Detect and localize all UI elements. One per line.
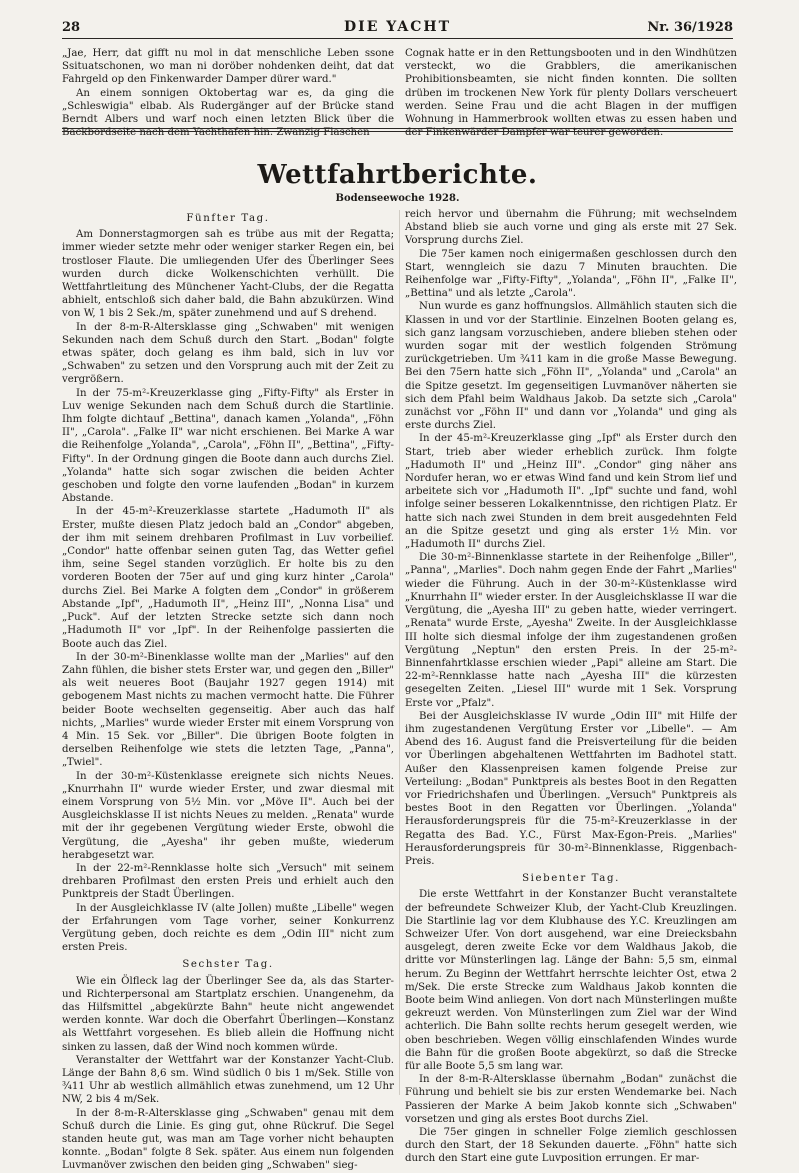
story-continuation-right — [405, 47, 737, 139]
paragraph: Die erste Wettfahrt in der Konstanzer Bucht veranstaltete der befreundete Schweizer Klub, der Yacht-Club Kreuzlingen. Die Startlinie lag vor dem Klubhause des Y.C. Kreuzlingen am Schweizer Ufer. Von dort ausgehend, war eine Dreiecksbahn ausgelegt, deren zweite Ecke vor dem Waldhaus Jakob, die dritte vor Münsterlingen lag. Länge der Bahn: 5,5 sm, einmal herum. Zu Beginn der Wettfahrt herrschte leichter Ost, etwa 2 m/Sek. Die erste Strecke zum Waldhaus Jakob konnten die Boote beim Wind anliegen. Von dort nach Münsterlingen mußte gekreuzt werden. Von Münsterlingen zum Ziel war der Wind achterlich. Die Bahn sollte rechts herum gesegelt werden, wie oben beschrieben. Wegen völlig einschlafenden Windes wurde die Bahn für die großen Boote abgekürzt, so daß die Strecke für alle Boote 5,5 sm lang war. — [405, 889, 737, 1072]
divider — [62, 128, 733, 129]
column-separator — [399, 210, 400, 1095]
paragraph: In der 8-m-R-Altersklasse ging „Schwaben" genau mit dem Schuß durch die Linie. Es ging gut, ohne Rückruf. Die Segel standen heute gut, was man am Tage vorher nicht behaupten konnte. „Bodan" folgte 8 Sek. später. Aus einem nun folgenden Luvmanöver zwischen den beiden ging „Schwaben" sieg- — [62, 1107, 394, 1172]
paragraph: Wie ein Ölfleck lag der Überlinger See da, als das Starter- und Richterpersonal am Startplatz erschien. Unangenehm, da das Hilfsmittel „abgekürzte Bahn" heute nicht angewendet werden konnte. War doch die Oberfahrt Überlingen—Konstanz als Wettfahrt vorgesehen. Es blieb allein die Hoffnung nicht sinken zu lassen, daß der Wind noch kommen würde. — [62, 975, 394, 1053]
paragraph: In der 8-m-R-Altersklasse ging „Schwaben" mit wenigen Sekunden nach dem Schuß durch den Start. „Bodan" folgte etwas später, doch gelang es ihm bald, sich in luv vor „Schwaben" zu setzen und den Vorsprung auch mit der Zeit zu vergrößern. — [62, 321, 394, 386]
issue-number: Nr. 36/1928 — [647, 20, 733, 35]
paragraph: In der 8-m-R-Altersklasse übernahm „Bodan" zunächst die Führung und behielt sie bis zur ersten Wendemarke bei. Nach Passieren der Marke A beim Jakob konnte sich „Schwaben" vorsetzen und ging als erstes Boot durchs Ziel. — [405, 1074, 737, 1125]
article-column-right — [405, 208, 737, 1166]
story-continuation-left — [62, 47, 394, 139]
paragraph: In der 45-m²-Kreuzerklasse ging „Ipf" als Erster durch den Start, trieb aber wieder erheblich zurück. Ihm folgte „Hadumoth II" und „Heinz III". „Condor" ging näher ans Nordufer heran, wo er etwas Wind fand und kein Strom lief und arbeitete sich vor „Hadumoth II". „Ipf" suchte und fand, wohl infolge seiner besseren Lokalkenntnisse, den richtigen Platz. Er hatte sich nach zwei Stunden in dem breit ausgedehnten Feld an die Spitze gesetzt und ging als erster 1½ Min. vor „Hadumoth II" durchs Ziel. — [405, 433, 737, 551]
section-heading: Fünfter Tag. — [186, 213, 270, 224]
paragraph: Die 30-m²-Binnenklasse startete in der Reihenfolge „Biller", „Panna", „Marlies". Doch nahm gegen Ende der Fahrt „Marlies" wieder die Führung. Auch in der 30-m²-Küstenklasse wird „Knurrhahn II" wieder erster. In der Ausgleichsklasse II war die Vergütung, die „Ayesha III" zu geben hatte, wieder verringert. „Renata" wurde Erste, „Ayesha" Zweite. In der Ausgleichklasse III holte sich diesmal infolge der ihm zugestandenen großen Vergütung „Neptun" den ersten Preis. In der 25-m²-Binnenfahrtklasse erschien wieder „Papi" alleine am Start. Die 22-m²-Rennklasse hatte nach „Ayesha III" die kürzesten gesegelten Zeiten. „Liesel III" wurde mit 1 Sek. Vorsprung Erste vor „Pfalz". — [405, 552, 737, 709]
article-subtitle: Bodenseewoche 1928. — [335, 193, 460, 204]
paragraph: Cognak hatte er in den Rettungsbooten und in den Windhützen versteckt, wo die Grabblers, die amerikanischen Prohibitionsbeamten, sie nicht finden konnten. Die sollten drüben im trockenen New York für plenty Dollars verscheuert werden. Seine Frau und die acht Blagen in der muffigen Wohnung in Hammerbrook wollten etwas zu essen haben und der Finkenwärder Dampfer war teurer geworden. — [405, 48, 737, 139]
divider — [62, 131, 733, 132]
paragraph: In der 22-m²-Rennklasse holte sich „Versuch" mit seinem drehbaren Profilmast den ersten Preis und erhielt auch den Punktpreis der Stadt Überlingen. — [62, 862, 394, 901]
paragraph: In der 30-m²-Binenklasse wollte man der „Marlies" auf den Zahn fühlen, die bisher stets Erster war, und gegen den „Biller" als weit neueres Boot (Baujahr 1927 gegen 1914) mit gebogenem Mast nichts zu machen vermocht hatte. Die Führer beider Boote wechselten gegenseitig. Aber auch das half nichts, „Marlies" wurde wieder Erster mit einem Vorsprung von 4 Min. 15 Sek. vor „Biller". Die übrigen Boote folgten in derselben Reihenfolge wie stets die letzten Tage, „Panna", „Twiel". — [62, 651, 394, 769]
paragraph: Veranstalter der Wettfahrt war der Konstanzer Yacht-Club. Länge der Bahn 8,6 sm. Wind südlich 0 bis 1 m/Sek. Stille von ¾11 Uhr ab westlich allmählich etwas zunehmend, um 12 Uhr NW, 2 bis 4 m/Sek. — [62, 1054, 394, 1106]
magazine-title: DIE YACHT — [344, 19, 451, 35]
paragraph: In der Ausgleichklasse IV (alte Jollen) mußte „Libelle" wegen der Erfahrungen vom Tage vorher, seiner Konkurrenz Vergütung geben, doch reichte es dem „Odin III" nicht zum ersten Preis. — [62, 902, 394, 954]
paragraph: In der 30-m²-Küstenklasse ereignete sich nichts Neues. „Knurrhahn II" wurde wieder Erster, und zwar diesmal mit einem Vorsprung von 5½ Min. vor „Möve II". Auch bei der Ausgleichsklasse II ist nichts Neues zu melden. „Renata" wurde mit der ihr gegebenen Vergütung wieder Erste, obwohl die Vergütung, die „Ayesha" ihr geben mußte, wiederum herabgesetzt war. — [62, 770, 394, 861]
section-heading: Siebenter Tag. — [522, 873, 620, 885]
paragraph: Die 75er kamen noch einigermaßen geschlossen durch den Start, wenngleich sie dazu 7 Minuten brauchten. Die Reihenfolge war „Fifty-Fifty", „Yolanda", „Föhn II", „Falke II", „Bettina" und als letzte „Carola". — [405, 248, 737, 300]
page-number: 28 — [62, 20, 81, 35]
paragraph: Die 75er gingen in schneller Folge ziemlich geschlossen durch den Start, der 18 Sekunden dauerte. „Föhn" hatte sich durch den Start eine gute Luvposition errungen. Er mar- — [405, 1127, 737, 1165]
paragraph: An einem sonnigen Oktobertag war es, da ging die „Schleswigia" elbab. Als Rudergänger auf der Brücke stand Berndt Albers und warf noch einen letzten Blick über die Backbordseite nach dem Yachthafen hin. Zwanzig Flaschen — [62, 87, 394, 139]
paragraph: reich hervor und übernahm die Führung; mit wechselndem Abstand blieb sie auch vorne und ging als erste mit 27 Sek. Vorsprung durchs Ziel. — [405, 209, 737, 247]
paragraph: In der 45-m²-Kreuzerklasse startete „Hadumoth II" als Erster, mußte diesen Platz jedoch bald an „Condor" abgeben, der ihm mit seinem drehbaren Profilmast in Luv vorbeilief. „Condor" hatte offenbar seinen guten Tag, das Wetter gefiel ihm, seine Segel standen vorzüglich. Er holte bis zu den vorderen Booten der 75er auf und ging kurz hinter „Carola" durchs Ziel. Bei Marke A folgten dem „Condor" in größerem Abstande „Ipf", „Hadumoth II", „Heinz III", „Nonna Lisa" und „Puck". Auf der letzten Strecke setzte sich dann noch „Hadumoth II" vor „Ipf". In der Reihenfolge passierten die Boote auch das Ziel. — [62, 506, 394, 650]
paragraph: Am Donnerstagmorgen sah es trübe aus mit der Regatta; immer wieder setzte mehr oder weniger starker Regen ein, bei trostloser Flaute. Die umliegenden Ufer des Überlinger Sees wurden durch dicke Wolkenschichten verhüllt. Die Wettfahrtleitung des Münchener Yacht-Clubs, der die Regatta abhielt, entschloß sich daher bald, die Bahn abzukürzen. Wind von W, 1 bis 2 Sek./m, später zunehmend und auf S drehend. — [62, 229, 394, 320]
article-title: Wettfahrtberichte. — [257, 160, 538, 190]
paragraph: Nun wurde es ganz hoffnungslos. Allmählich stauten sich die Klassen in und vor der Startlinie. Einzelnen Booten gelang es, sich ganz langsam vorzuschieben, andere blieben stehen oder wurden sogar mit der westlich folgenden Strömung zurückgetrieben. Um ¾11 kam in die große Masse Bewegung. Bei den 75ern hatte sich „Föhn II", „Yolanda" und „Carola" an die Spitze gesetzt. Im gegenseitigen Luvmanöver näherten sie sich dem Pfahl beim Waldhaus Jakob. Da setzte sich „Carola" zunächst vor „Föhn II" und dann vor „Yolanda" und ging als erste durchs Ziel. — [405, 301, 737, 432]
paragraph: Bei der Ausgleichsklasse IV wurde „Odin III" mit Hilfe der ihm zugestandenen Vergütung Erster vor „Libelle". — Am Abend des 16. August fand die Preisverteilung für die beiden vor Überlingen abgehaltenen Wettfahrten im Badhotel statt. Außer den Klassenpreisen kamen folgende Preise zur Verteilung: „Bodan" Punktpreis als bestes Boot in den Regatten vor Friedrichshafen und Überlingen. „Versuch" Punktpreis als bestes Boot in den Regatten vor Überlingen. „Yolanda" Herausforderungspreis für die 75-m²-Kreuzerklasse in der Regatta des Bad. Y.C., Fürst Max-Egon-Preis. „Marlies" Herausforderungspreis für 30-m²-Binnenklasse, Riggenbach-Preis. — [405, 710, 737, 867]
paragraph: In der 75-m²-Kreuzerklasse ging „Fifty-Fifty" als Erster in Luv wenige Sekunden nach dem Schuß durch die Startlinie. Ihm folgte dichtauf „Bettina", danach kamen „Yolanda", „Föhn II", „Carola". „Falke II" war nicht erschienen. Bei Marke A war die Reihenfolge „Yolanda", „Carola", „Föhn II", „Bettina", „Fifty-Fifty". In der Ordnung gingen die Boote dann auch durchs Ziel. „Yolanda" hatte sich sogar zwischen die beiden Achter geschoben und folgte den vorne laufenden „Bodan" in kurzem Abstande. — [62, 387, 394, 505]
paragraph: „Jae, Herr, dat gifft nu mol in dat menschliche Leben ssone Ssituatschonen, wo man ni doröber nohdenken deiht, dat dat Fahrgeld op den Finkenwarder Damper dürer ward." — [62, 48, 394, 86]
page-header — [62, 18, 733, 39]
section-heading: Sechster Tag. — [182, 959, 274, 971]
article-column-left — [62, 208, 394, 1173]
